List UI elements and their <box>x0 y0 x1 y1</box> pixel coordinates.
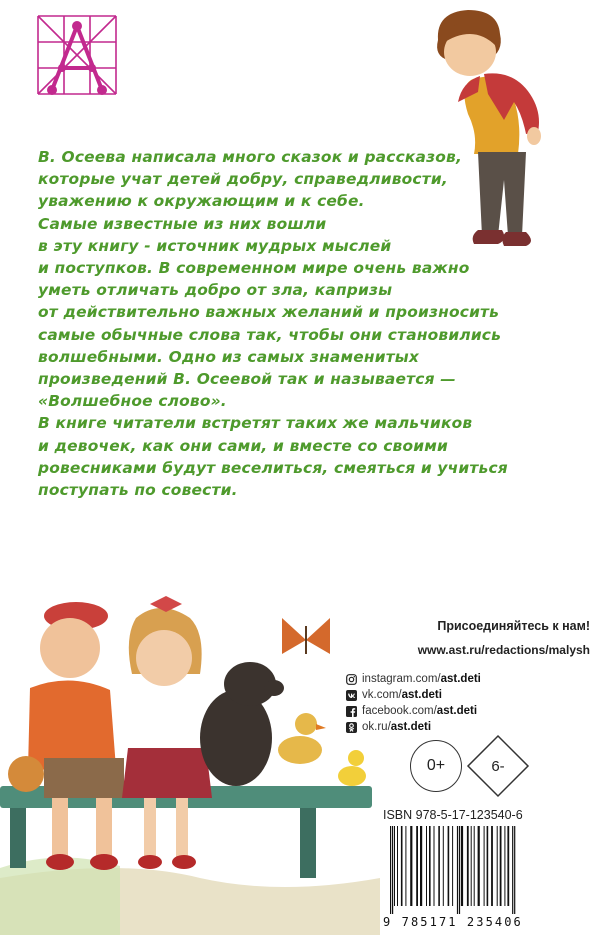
description-line: волшебными. Одно из самых знаменитых <box>38 347 420 366</box>
description-line: и поступков. В современном мире очень важно <box>38 259 470 278</box>
barcode-bar <box>484 826 485 906</box>
facebook-handle: ast.deti <box>436 705 478 717</box>
odnoklassniki-handle: ast.deti <box>390 721 432 733</box>
barcode-bar <box>434 826 435 906</box>
barcode-bar <box>429 826 431 906</box>
barcode-guard-bar <box>512 826 513 914</box>
description-line: самые обычные слова так, чтобы они становились <box>38 325 502 344</box>
barcode-bar <box>401 826 403 906</box>
barcode-bar <box>448 826 450 906</box>
odnoklassniki-prefix: ok.ru/ <box>362 721 391 733</box>
age-rating-circle: 0+ <box>410 740 462 792</box>
vk-icon <box>346 690 357 701</box>
vk-prefix: vk.com/ <box>362 689 402 701</box>
barcode-bar <box>491 826 493 906</box>
join-us-text: Присоединяйтесь к нам! <box>437 619 590 633</box>
description-line: в эту книгу - источник мудрых мыслей <box>38 236 392 255</box>
odnoklassniki-link[interactable] <box>346 719 590 735</box>
barcode-bar <box>467 826 469 906</box>
description-line: «Волшебное слово». <box>38 392 227 411</box>
barcode-guard-bar <box>459 826 460 914</box>
barcode-guard-bar <box>390 826 391 914</box>
website-link[interactable]: www.ast.ru/redactions/malysh <box>417 643 590 657</box>
barcode-bar <box>397 826 398 906</box>
barcode-bar <box>416 826 418 906</box>
barcode-bar <box>443 826 444 906</box>
barcode-bar <box>487 826 489 906</box>
description-line: В книге читатели встретят таких же мальчиков <box>38 414 473 433</box>
rating-label: 6- <box>491 757 505 775</box>
instagram-prefix: instagram.com/ <box>362 673 441 685</box>
description-line: Самые известные из них вошли <box>38 214 327 233</box>
barcode-bar <box>497 826 498 906</box>
odnoklassniki-icon <box>346 722 357 733</box>
isbn-text: ISBN 978-5-17-123540-6 <box>383 808 523 822</box>
barcode-bar <box>410 826 412 906</box>
facebook-prefix: facebook.com/ <box>362 705 437 717</box>
social-block <box>340 617 590 735</box>
description-line: ровесниками будут веселиться, смеяться и учиться <box>38 458 508 477</box>
barcode-bar <box>474 826 475 906</box>
barcode <box>384 826 588 914</box>
vk-link[interactable] <box>346 687 590 703</box>
barcode-bar <box>478 826 480 906</box>
book-description <box>38 146 558 501</box>
barcode-guard-bar <box>514 826 515 914</box>
ast-triangle-logo-icon <box>36 14 118 96</box>
facebook-icon <box>346 706 357 717</box>
barcode-bar <box>405 826 406 906</box>
instagram-link[interactable] <box>346 671 590 687</box>
barcode-bar <box>471 826 472 906</box>
vk-handle: ast.deti <box>401 689 442 701</box>
barcode-bar <box>461 826 463 906</box>
social-links <box>340 671 590 735</box>
barcode-bar <box>438 826 440 906</box>
barcode-bar <box>394 826 395 906</box>
barcode-bar <box>504 826 505 906</box>
barcode-bar <box>452 826 453 906</box>
description-line: уважению к окружающим и к себе. <box>38 192 365 211</box>
barcode-bar <box>426 826 427 906</box>
barcode-bar <box>420 826 422 906</box>
barcode-guard-bar <box>457 826 458 914</box>
description-line: уметь отличать добро от зла, капризы <box>38 281 393 300</box>
description-line: поступать по совести. <box>38 481 238 500</box>
barcode-digits: 9 785171 235406 <box>383 915 523 929</box>
children-on-bench-illustration <box>0 578 380 935</box>
description-line: которые учат детей добру, справедливости, <box>38 170 448 189</box>
facebook-link[interactable] <box>346 703 590 719</box>
instagram-icon <box>346 674 357 685</box>
description-line: В. Осеева написала много сказок и рассказов, <box>38 148 463 166</box>
barcode-guard-bar <box>392 826 393 914</box>
description-line: от действительно важных желаний и произносить <box>38 303 500 322</box>
barcode-bar <box>500 826 502 906</box>
barcode-bar <box>507 826 509 906</box>
description-line: и девочек, как они сами, и вместе со своими <box>38 436 449 455</box>
instagram-handle: ast.deti <box>440 673 481 685</box>
description-line: произведений В. Осеевой так и называется — <box>38 370 456 389</box>
